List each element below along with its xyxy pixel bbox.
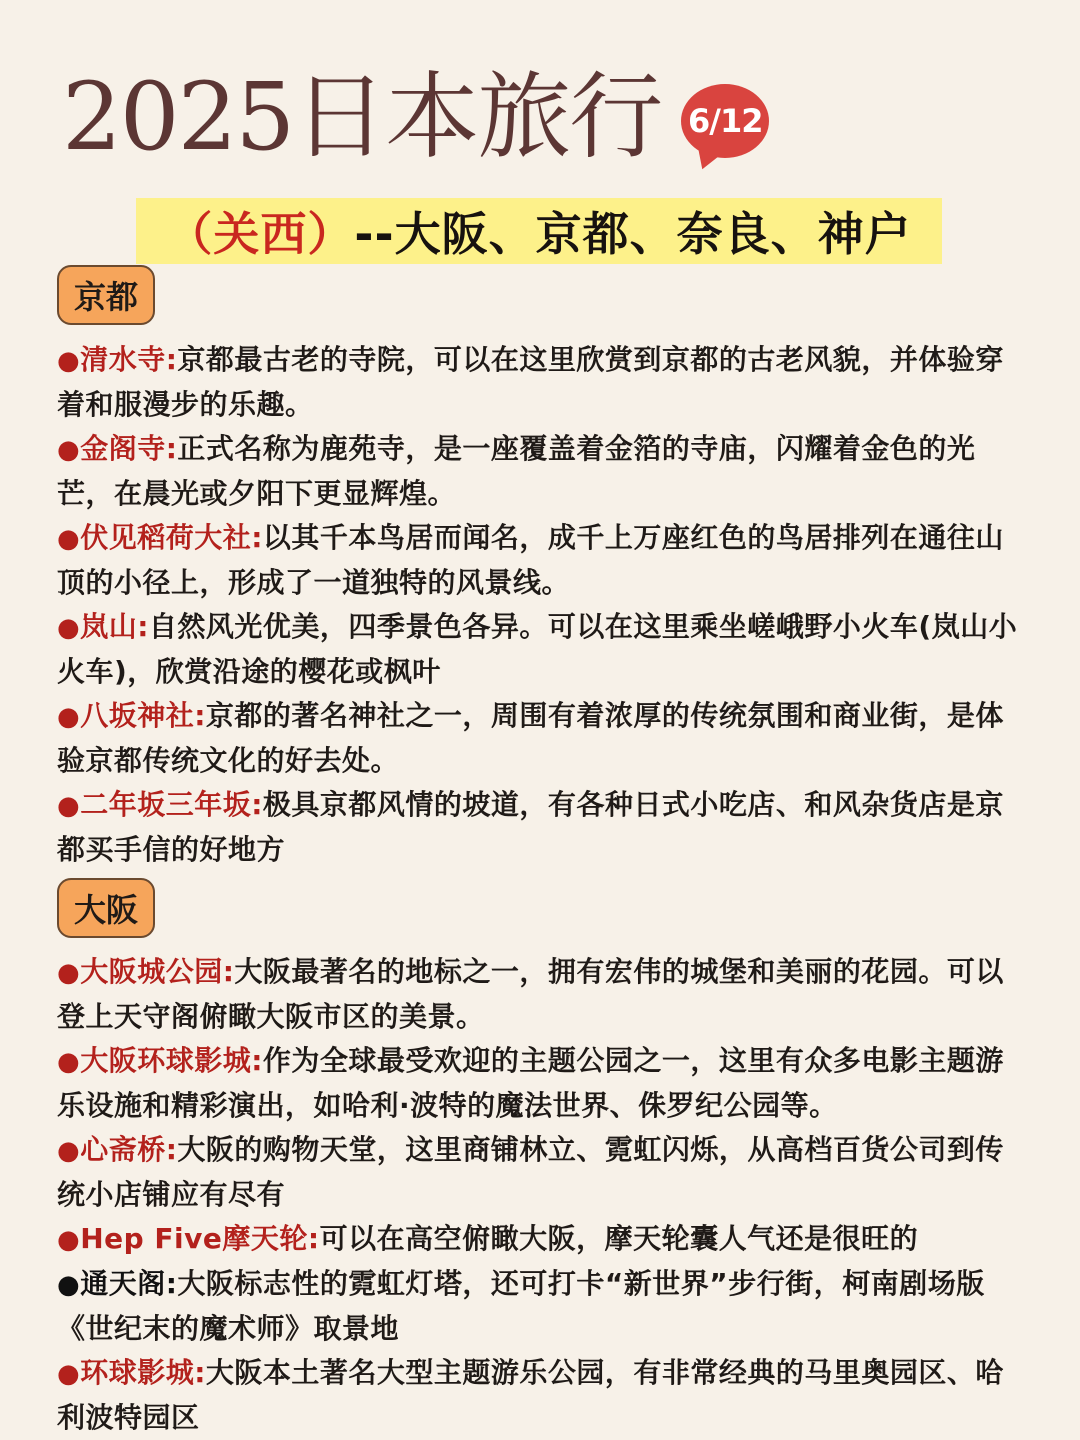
bullet-icon: ● <box>57 1225 81 1255</box>
item-name: 八坂神社: <box>80 699 206 732</box>
section-tag-kyoto: 京都 <box>57 265 155 325</box>
page-counter-badge: 6/12 <box>681 84 769 158</box>
bullet-icon: ● <box>57 524 81 554</box>
bullet-icon: ● <box>57 346 81 376</box>
bullet-icon: ● <box>57 1270 81 1300</box>
item-name: 金阁寺: <box>80 432 178 465</box>
item-name: 岚山: <box>80 610 149 643</box>
item-desc: 京都的著名神社之一，周围有着浓厚的传统氛围和商业街，是体验京都传统文化的好去处。 <box>57 699 1004 777</box>
item-desc: 作为全球最受欢迎的主题公园之一，这里有众多电影主题游乐设施和精彩演出，如哈利·波特的魔法世界、侏罗纪公园等。 <box>57 1044 1004 1122</box>
bullet-icon: ● <box>57 702 81 732</box>
item-desc: 京都最古老的寺院，可以在这里欣赏到京都的古老风貌，并体验穿着和服漫步的乐趣。 <box>57 343 1004 421</box>
list-item <box>57 1262 1027 1351</box>
item-desc: 大阪标志性的霓虹灯塔，还可打卡“新世界”步行街，柯南剧场版《世纪末的魔术师》取景地 <box>57 1267 985 1345</box>
osaka-list <box>57 950 1027 1440</box>
item-name: 通天阁: <box>80 1267 178 1300</box>
item-desc: 以其千本鸟居而闻名，成千上万座红色的鸟居排列在通往山顶的小径上，形成了一道独特的风景线。 <box>57 521 1004 599</box>
kyoto-list <box>57 338 1027 872</box>
item-desc: 可以在高空俯瞰大阪，摩天轮囊人气还是很旺的 <box>319 1222 919 1255</box>
item-name: 心斋桥: <box>80 1133 178 1166</box>
bullet-icon: ● <box>57 1136 81 1166</box>
item-desc: 大阪最著名的地标之一，拥有宏伟的城堡和美丽的花园。可以登上天守阁俯瞰大阪市区的美景。 <box>57 955 1004 1033</box>
page-title: 2025日本旅行 <box>62 63 662 172</box>
item-desc: 正式名称为鹿苑寺，是一座覆盖着金箔的寺庙，闪耀着金色的光芒，在晨光或夕阳下更显辉煌。 <box>57 432 976 510</box>
item-name: 环球影城: <box>80 1356 206 1389</box>
item-name: 清水寺: <box>80 343 178 376</box>
bullet-icon: ● <box>57 958 81 988</box>
item-name: 大阪环球影城: <box>80 1044 263 1077</box>
item-desc: 极具京都风情的坡道，有各种日式小吃店、和风杂货店是京都买手信的好地方 <box>57 788 1004 866</box>
list-item <box>57 427 1027 516</box>
list-item <box>57 950 1027 1039</box>
list-item <box>57 1217 1027 1262</box>
bullet-icon: ● <box>57 1047 81 1077</box>
item-desc: 自然风光优美，四季景色各异。可以在这里乘坐嵯峨野小火车(岚山小火车)，欣赏沿途的樱花或枫叶 <box>57 610 1018 688</box>
bullet-icon: ● <box>57 435 81 465</box>
subtitle-region: （关西） <box>166 207 355 261</box>
list-item <box>57 1351 1027 1440</box>
list-item <box>57 516 1027 605</box>
item-name: 二年坂三年坂: <box>80 788 263 821</box>
item-desc: 大阪本土著名大型主题游乐公园，有非常经典的马里奥园区、哈利波特园区 <box>57 1356 1004 1434</box>
subtitle-cities: --大阪、京都、奈良、神户 <box>354 207 912 261</box>
bullet-icon: ● <box>57 791 81 821</box>
section-tag-osaka: 大阪 <box>57 878 155 938</box>
list-item <box>57 783 1027 872</box>
item-name: 大阪城公园: <box>80 955 235 988</box>
item-desc: 大阪的购物天堂，这里商铺林立、霓虹闪烁，从高档百货公司到传统小店铺应有尽有 <box>57 1133 1004 1211</box>
list-item <box>57 605 1027 694</box>
subtitle-banner <box>136 198 942 264</box>
bullet-icon: ● <box>57 1359 81 1389</box>
title-row <box>62 58 769 178</box>
list-item <box>57 1039 1027 1128</box>
item-name: 伏见稻荷大社: <box>80 521 263 554</box>
item-name: Hep Five摩天轮: <box>80 1222 320 1255</box>
list-item <box>57 338 1027 427</box>
list-item <box>57 1128 1027 1217</box>
bullet-icon: ● <box>57 613 81 643</box>
list-item <box>57 694 1027 783</box>
